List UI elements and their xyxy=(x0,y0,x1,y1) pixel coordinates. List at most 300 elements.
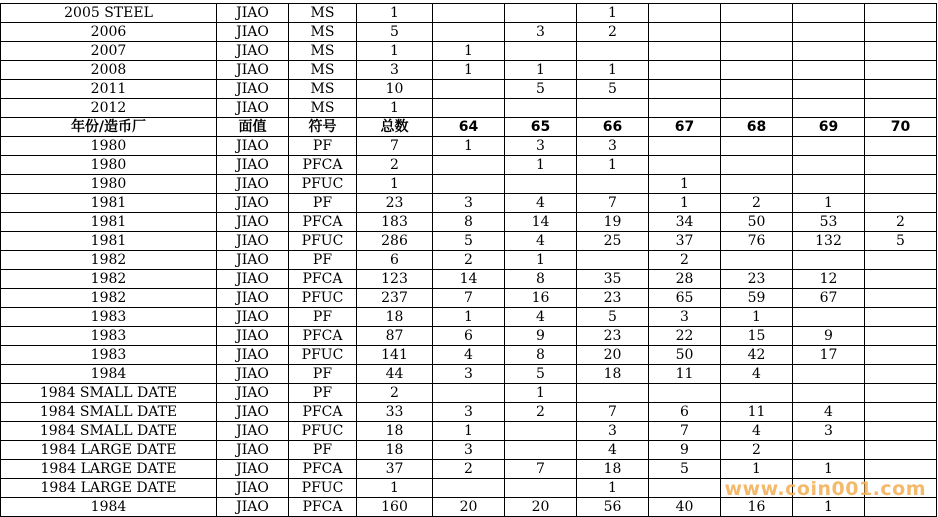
cell-g68 xyxy=(721,23,793,42)
cell-g70 xyxy=(865,384,937,403)
cell-g70: 2 xyxy=(865,213,937,232)
cell-denomination: JIAO xyxy=(217,289,289,308)
cell-grade-symbol: PFCA xyxy=(289,156,357,175)
cell-grade-symbol: MS xyxy=(289,99,357,118)
cell-total: 87 xyxy=(357,327,433,346)
cell-g70 xyxy=(865,346,937,365)
cell-g67: 1 xyxy=(649,194,721,213)
header-cell-g66: 66 xyxy=(577,118,649,137)
cell-grade-symbol: MS xyxy=(289,80,357,99)
cell-g69 xyxy=(793,99,865,118)
cell-grade-symbol: PFCA xyxy=(289,270,357,289)
cell-g64: 2 xyxy=(433,460,505,479)
cell-g67 xyxy=(649,479,721,498)
cell-total: 10 xyxy=(357,80,433,99)
cell-g69 xyxy=(793,156,865,175)
cell-g69 xyxy=(793,61,865,80)
cell-g66: 18 xyxy=(577,365,649,384)
cell-g68: 11 xyxy=(721,403,793,422)
cell-denomination: JIAO xyxy=(217,137,289,156)
cell-year-mint: 1981 xyxy=(1,232,217,251)
cell-g67: 1 xyxy=(649,175,721,194)
cell-g64 xyxy=(433,175,505,194)
cell-total: 3 xyxy=(357,61,433,80)
cell-g65 xyxy=(505,422,577,441)
cell-g65 xyxy=(505,175,577,194)
cell-grade-symbol: PFCA xyxy=(289,403,357,422)
cell-total: 5 xyxy=(357,23,433,42)
cell-g68: 2 xyxy=(721,441,793,460)
cell-denomination: JIAO xyxy=(217,232,289,251)
cell-g69: 53 xyxy=(793,213,865,232)
cell-grade-symbol: MS xyxy=(289,23,357,42)
cell-grade-symbol: PFUC xyxy=(289,289,357,308)
cell-g66: 23 xyxy=(577,289,649,308)
cell-g69 xyxy=(793,251,865,270)
cell-year-mint: 1980 xyxy=(1,137,217,156)
header-cell-g67: 67 xyxy=(649,118,721,137)
cell-g67 xyxy=(649,80,721,99)
cell-g65: 4 xyxy=(505,308,577,327)
cell-g64: 14 xyxy=(433,270,505,289)
cell-g64: 7 xyxy=(433,289,505,308)
cell-year-mint: 1984 LARGE DATE xyxy=(1,441,217,460)
cell-g67: 34 xyxy=(649,213,721,232)
cell-g68 xyxy=(721,137,793,156)
cell-g66: 19 xyxy=(577,213,649,232)
cell-g65: 3 xyxy=(505,23,577,42)
cell-g70 xyxy=(865,4,937,23)
cell-g67: 22 xyxy=(649,327,721,346)
table-body xyxy=(1,4,937,517)
cell-g65: 1 xyxy=(505,156,577,175)
cell-g65: 20 xyxy=(505,498,577,517)
cell-g68 xyxy=(721,61,793,80)
cell-g68 xyxy=(721,251,793,270)
cell-g69: 4 xyxy=(793,403,865,422)
cell-g70 xyxy=(865,99,937,118)
table-row xyxy=(1,308,937,327)
cell-g70 xyxy=(865,460,937,479)
watermark-logo: www.coin001.com xyxy=(724,478,926,500)
cell-g66: 4 xyxy=(577,441,649,460)
cell-g66: 23 xyxy=(577,327,649,346)
cell-year-mint: 1984 SMALL DATE xyxy=(1,422,217,441)
cell-denomination: JIAO xyxy=(217,441,289,460)
cell-g64: 1 xyxy=(433,422,505,441)
cell-g67: 7 xyxy=(649,422,721,441)
cell-g69 xyxy=(793,308,865,327)
cell-g68 xyxy=(721,156,793,175)
cell-g64: 1 xyxy=(433,42,505,61)
cell-grade-symbol: PFUC xyxy=(289,422,357,441)
cell-grade-symbol: PFUC xyxy=(289,232,357,251)
cell-g70 xyxy=(865,156,937,175)
cell-g70 xyxy=(865,422,937,441)
cell-year-mint: 1980 xyxy=(1,175,217,194)
cell-g64: 8 xyxy=(433,213,505,232)
cell-g70 xyxy=(865,327,937,346)
cell-total: 33 xyxy=(357,403,433,422)
cell-g69: 12 xyxy=(793,270,865,289)
cell-year-mint: 1984 SMALL DATE xyxy=(1,403,217,422)
cell-total: 1 xyxy=(357,99,433,118)
cell-g66: 18 xyxy=(577,460,649,479)
cell-g70 xyxy=(865,42,937,61)
cell-grade-symbol: MS xyxy=(289,42,357,61)
cell-g64 xyxy=(433,23,505,42)
cell-g65: 4 xyxy=(505,232,577,251)
cell-g70 xyxy=(865,441,937,460)
cell-g67: 40 xyxy=(649,498,721,517)
cell-total: 18 xyxy=(357,422,433,441)
cell-g65 xyxy=(505,4,577,23)
header-cell-denomination: 面值 xyxy=(217,118,289,137)
cell-g67: 5 xyxy=(649,460,721,479)
cell-year-mint: 2008 xyxy=(1,61,217,80)
cell-g64: 1 xyxy=(433,61,505,80)
cell-denomination: JIAO xyxy=(217,251,289,270)
cell-g64: 5 xyxy=(433,232,505,251)
cell-total: 18 xyxy=(357,441,433,460)
cell-g64: 2 xyxy=(433,251,505,270)
cell-g69: 17 xyxy=(793,346,865,365)
coin-grade-table xyxy=(0,3,937,517)
cell-g67 xyxy=(649,23,721,42)
cell-g70 xyxy=(865,403,937,422)
cell-total: 6 xyxy=(357,251,433,270)
cell-g68: 23 xyxy=(721,270,793,289)
cell-total: 123 xyxy=(357,270,433,289)
cell-year-mint: 1981 xyxy=(1,213,217,232)
cell-g64: 4 xyxy=(433,346,505,365)
cell-g67: 11 xyxy=(649,365,721,384)
cell-year-mint: 2012 xyxy=(1,99,217,118)
cell-g69: 1 xyxy=(793,498,865,517)
header-cell-year-mint: 年份/造币厂 xyxy=(1,118,217,137)
cell-g68: 1 xyxy=(721,460,793,479)
cell-g70: 5 xyxy=(865,232,937,251)
table-header-row xyxy=(1,118,937,137)
cell-g68: 2 xyxy=(721,194,793,213)
cell-g64 xyxy=(433,4,505,23)
cell-g64: 6 xyxy=(433,327,505,346)
cell-total: 2 xyxy=(357,384,433,403)
cell-g66: 20 xyxy=(577,346,649,365)
cell-year-mint: 1984 LARGE DATE xyxy=(1,460,217,479)
cell-g69: 3 xyxy=(793,422,865,441)
cell-grade-symbol: PFCA xyxy=(289,498,357,517)
cell-g66 xyxy=(577,384,649,403)
table-row xyxy=(1,289,937,308)
cell-g68: 15 xyxy=(721,327,793,346)
cell-g65 xyxy=(505,479,577,498)
cell-g64: 3 xyxy=(433,403,505,422)
cell-g68: 1 xyxy=(721,308,793,327)
cell-g66: 25 xyxy=(577,232,649,251)
cell-g67 xyxy=(649,137,721,156)
table-row xyxy=(1,498,937,517)
cell-denomination: JIAO xyxy=(217,270,289,289)
table-row xyxy=(1,251,937,270)
cell-g68 xyxy=(721,384,793,403)
cell-g66: 2 xyxy=(577,23,649,42)
cell-year-mint: 1982 xyxy=(1,251,217,270)
cell-g65: 7 xyxy=(505,460,577,479)
cell-total: 183 xyxy=(357,213,433,232)
cell-g68 xyxy=(721,42,793,61)
cell-g69 xyxy=(793,80,865,99)
cell-grade-symbol: PF xyxy=(289,308,357,327)
cell-grade-symbol: PF xyxy=(289,384,357,403)
cell-g66: 1 xyxy=(577,4,649,23)
cell-g64 xyxy=(433,384,505,403)
cell-year-mint: 1984 LARGE DATE xyxy=(1,479,217,498)
table-row xyxy=(1,403,937,422)
cell-denomination: JIAO xyxy=(217,61,289,80)
cell-g65: 14 xyxy=(505,213,577,232)
table-row xyxy=(1,346,937,365)
header-cell-g68: 68 xyxy=(721,118,793,137)
cell-denomination: JIAO xyxy=(217,42,289,61)
table-row xyxy=(1,99,937,118)
cell-g66 xyxy=(577,251,649,270)
cell-g67 xyxy=(649,384,721,403)
cell-grade-symbol: PF xyxy=(289,251,357,270)
cell-year-mint: 1984 xyxy=(1,498,217,517)
cell-g67: 6 xyxy=(649,403,721,422)
cell-year-mint: 2007 xyxy=(1,42,217,61)
cell-g69 xyxy=(793,175,865,194)
cell-denomination: JIAO xyxy=(217,346,289,365)
cell-g70 xyxy=(865,61,937,80)
cell-year-mint: 2006 xyxy=(1,23,217,42)
header-cell-g65: 65 xyxy=(505,118,577,137)
table-row xyxy=(1,441,937,460)
cell-grade-symbol: PFCA xyxy=(289,213,357,232)
cell-year-mint: 1983 xyxy=(1,346,217,365)
cell-g67: 9 xyxy=(649,441,721,460)
cell-g66: 5 xyxy=(577,80,649,99)
cell-total: 2 xyxy=(357,156,433,175)
cell-g64 xyxy=(433,99,505,118)
cell-grade-symbol: PF xyxy=(289,441,357,460)
cell-g65 xyxy=(505,99,577,118)
cell-g69 xyxy=(793,42,865,61)
cell-g68 xyxy=(721,99,793,118)
cell-g65: 16 xyxy=(505,289,577,308)
cell-g67: 65 xyxy=(649,289,721,308)
cell-total: 286 xyxy=(357,232,433,251)
table-row xyxy=(1,156,937,175)
cell-denomination: JIAO xyxy=(217,213,289,232)
cell-g68: 4 xyxy=(721,422,793,441)
cell-g66: 3 xyxy=(577,137,649,156)
cell-g66: 1 xyxy=(577,479,649,498)
table-row xyxy=(1,460,937,479)
table-row xyxy=(1,270,937,289)
cell-g68: 42 xyxy=(721,346,793,365)
cell-g65: 5 xyxy=(505,365,577,384)
header-cell-grade-symbol: 符号 xyxy=(289,118,357,137)
cell-g67 xyxy=(649,61,721,80)
cell-g64: 20 xyxy=(433,498,505,517)
cell-year-mint: 1980 xyxy=(1,156,217,175)
cell-g65: 1 xyxy=(505,251,577,270)
table-row xyxy=(1,80,937,99)
header-cell-total: 总数 xyxy=(357,118,433,137)
cell-year-mint: 1981 xyxy=(1,194,217,213)
cell-grade-symbol: PF xyxy=(289,137,357,156)
cell-denomination: JIAO xyxy=(217,327,289,346)
cell-g70 xyxy=(865,175,937,194)
cell-denomination: JIAO xyxy=(217,175,289,194)
cell-year-mint: 2005 STEEL xyxy=(1,4,217,23)
cell-year-mint: 1983 xyxy=(1,308,217,327)
cell-denomination: JIAO xyxy=(217,194,289,213)
cell-total: 141 xyxy=(357,346,433,365)
cell-g66 xyxy=(577,99,649,118)
cell-g65: 4 xyxy=(505,194,577,213)
cell-grade-symbol: PF xyxy=(289,194,357,213)
table-row xyxy=(1,327,937,346)
cell-g70 xyxy=(865,289,937,308)
cell-g68: 50 xyxy=(721,213,793,232)
cell-g65: 9 xyxy=(505,327,577,346)
cell-denomination: JIAO xyxy=(217,460,289,479)
cell-g65: 5 xyxy=(505,80,577,99)
table-row xyxy=(1,137,937,156)
cell-g69 xyxy=(793,441,865,460)
cell-total: 18 xyxy=(357,308,433,327)
cell-g66 xyxy=(577,175,649,194)
cell-g66: 56 xyxy=(577,498,649,517)
cell-g66: 1 xyxy=(577,61,649,80)
cell-g65 xyxy=(505,42,577,61)
cell-g64 xyxy=(433,80,505,99)
cell-denomination: JIAO xyxy=(217,403,289,422)
cell-g66: 7 xyxy=(577,403,649,422)
header-cell-g69: 69 xyxy=(793,118,865,137)
cell-g69: 132 xyxy=(793,232,865,251)
cell-g65: 1 xyxy=(505,61,577,80)
cell-denomination: JIAO xyxy=(217,422,289,441)
cell-g67 xyxy=(649,99,721,118)
cell-total: 7 xyxy=(357,137,433,156)
cell-g64: 3 xyxy=(433,441,505,460)
cell-denomination: JIAO xyxy=(217,156,289,175)
cell-denomination: JIAO xyxy=(217,4,289,23)
cell-g70 xyxy=(865,270,937,289)
cell-g70 xyxy=(865,251,937,270)
cell-total: 160 xyxy=(357,498,433,517)
table-row xyxy=(1,232,937,251)
cell-g70 xyxy=(865,308,937,327)
cell-total: 1 xyxy=(357,42,433,61)
cell-g69 xyxy=(793,365,865,384)
cell-total: 1 xyxy=(357,479,433,498)
cell-total: 23 xyxy=(357,194,433,213)
cell-g69: 9 xyxy=(793,327,865,346)
cell-total: 37 xyxy=(357,460,433,479)
cell-g66: 7 xyxy=(577,194,649,213)
cell-g67: 2 xyxy=(649,251,721,270)
header-cell-g64: 64 xyxy=(433,118,505,137)
cell-g64: 1 xyxy=(433,137,505,156)
cell-total: 1 xyxy=(357,4,433,23)
cell-g65: 8 xyxy=(505,270,577,289)
cell-year-mint: 1982 xyxy=(1,289,217,308)
cell-g68: 4 xyxy=(721,365,793,384)
cell-g67: 37 xyxy=(649,232,721,251)
cell-g69 xyxy=(793,137,865,156)
cell-g69 xyxy=(793,4,865,23)
cell-g70 xyxy=(865,194,937,213)
cell-g64: 3 xyxy=(433,365,505,384)
cell-year-mint: 1982 xyxy=(1,270,217,289)
table-row xyxy=(1,194,937,213)
cell-g66: 5 xyxy=(577,308,649,327)
cell-denomination: JIAO xyxy=(217,308,289,327)
cell-g69 xyxy=(793,384,865,403)
cell-g69 xyxy=(793,23,865,42)
cell-g67: 50 xyxy=(649,346,721,365)
cell-denomination: JIAO xyxy=(217,80,289,99)
cell-g68 xyxy=(721,80,793,99)
cell-denomination: JIAO xyxy=(217,23,289,42)
cell-g68: 59 xyxy=(721,289,793,308)
cell-grade-symbol: PFCA xyxy=(289,327,357,346)
cell-grade-symbol: PFCA xyxy=(289,460,357,479)
header-cell-g70: 70 xyxy=(865,118,937,137)
cell-year-mint: 1984 xyxy=(1,365,217,384)
cell-grade-symbol: PFUC xyxy=(289,175,357,194)
cell-g64 xyxy=(433,156,505,175)
cell-g70 xyxy=(865,365,937,384)
cell-g65: 1 xyxy=(505,384,577,403)
cell-g68: 76 xyxy=(721,232,793,251)
cell-year-mint: 2011 xyxy=(1,80,217,99)
cell-total: 237 xyxy=(357,289,433,308)
cell-denomination: JIAO xyxy=(217,99,289,118)
cell-g70 xyxy=(865,498,937,517)
cell-grade-symbol: MS xyxy=(289,61,357,80)
cell-total: 1 xyxy=(357,175,433,194)
cell-g64 xyxy=(433,479,505,498)
cell-g64: 1 xyxy=(433,308,505,327)
table-row xyxy=(1,365,937,384)
cell-grade-symbol: PFUC xyxy=(289,479,357,498)
cell-g69: 1 xyxy=(793,460,865,479)
cell-denomination: JIAO xyxy=(217,479,289,498)
cell-g66: 35 xyxy=(577,270,649,289)
cell-g67: 28 xyxy=(649,270,721,289)
table-row xyxy=(1,23,937,42)
cell-g65 xyxy=(505,441,577,460)
cell-g70 xyxy=(865,80,937,99)
cell-g67 xyxy=(649,156,721,175)
table-row xyxy=(1,384,937,403)
cell-g69: 67 xyxy=(793,289,865,308)
cell-g65: 8 xyxy=(505,346,577,365)
cell-g67 xyxy=(649,4,721,23)
cell-g66: 1 xyxy=(577,156,649,175)
cell-g66 xyxy=(577,42,649,61)
cell-g68 xyxy=(721,175,793,194)
cell-g68 xyxy=(721,4,793,23)
cell-g67 xyxy=(649,42,721,61)
cell-g65: 3 xyxy=(505,137,577,156)
